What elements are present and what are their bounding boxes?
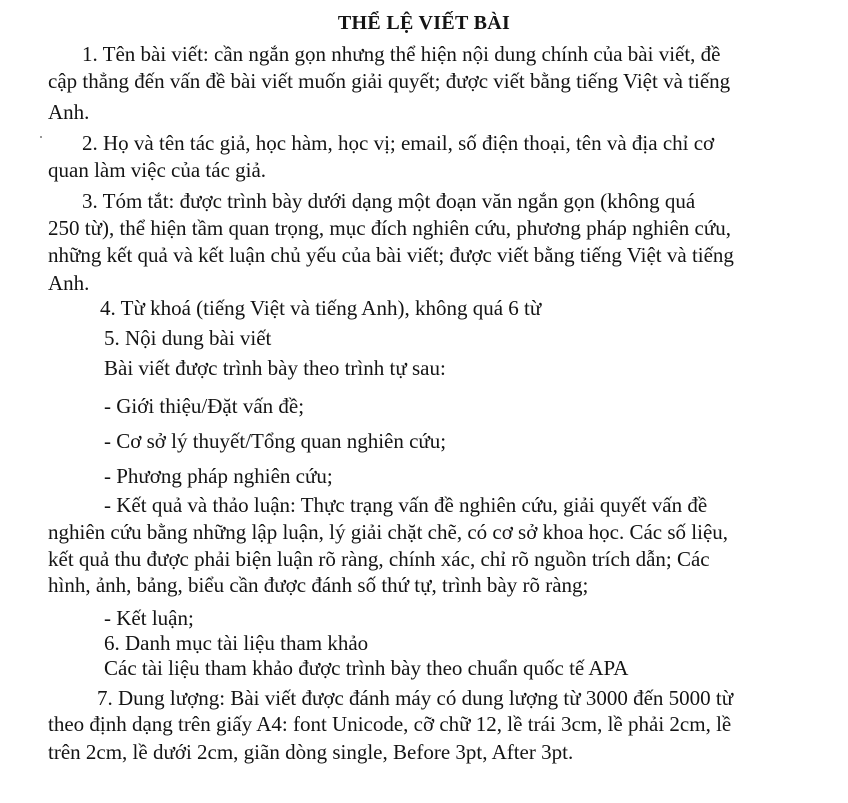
text-line: hình, ảnh, bảng, biểu cần được đánh số thứ tự, trình bày rõ ràng; xyxy=(48,573,589,597)
text-line: những kết quả và kết luận chủ yếu của bài viết; được viết bằng tiếng Việt và tiếng xyxy=(48,243,734,267)
document-title: THỂ LỆ VIẾT BÀI xyxy=(337,12,511,34)
text-line: - Cơ sở lý thuyết/Tổng quan nghiên cứu; xyxy=(104,429,447,453)
text-line: 3. Tóm tắt: được trình bày dưới dạng một đoạn văn ngắn gọn (không quá xyxy=(82,189,696,213)
text-line: 6. Danh mục tài liệu tham khảo xyxy=(104,631,369,655)
text-line: quan làm việc của tác giả. xyxy=(48,158,267,182)
text-line: Anh. xyxy=(48,100,90,124)
text-line: - Kết luận; xyxy=(104,606,194,630)
text-line: theo định dạng trên giấy A4: font Unicode, cỡ chữ 12, lề trái 3cm, lề phải 2cm, lề xyxy=(48,712,732,736)
text-line: Bài viết được trình bày theo trình tự sau: xyxy=(104,356,446,380)
text-line: kết quả thu được phải biện luận rõ ràng, chính xác, chỉ rõ nguồn trích dẫn; Các xyxy=(48,547,710,571)
scan-speck xyxy=(40,136,42,138)
text-line: - Kết quả và thảo luận: Thực trạng vấn đề nghiên cứu, giải quyết vấn đề xyxy=(104,493,708,517)
text-line: - Phương pháp nghiên cứu; xyxy=(104,464,333,488)
text-line: Các tài liệu tham khảo được trình bày theo chuẩn quốc tế APA xyxy=(104,656,629,680)
text-line: nghiên cứu bằng những lập luận, lý giải chặt chẽ, có cơ sở khoa học. Các số liệu, xyxy=(48,520,729,544)
text-line: 1. Tên bài viết: cần ngắn gọn nhưng thể hiện nội dung chính của bài viết, đề xyxy=(82,42,721,66)
text-line: 2. Họ và tên tác giả, học hàm, học vị; email, số điện thoại, tên và địa chỉ cơ xyxy=(82,131,715,155)
text-line: trên 2cm, lề dưới 2cm, giãn dòng single, Before 3pt, After 3pt. xyxy=(48,740,574,764)
text-line: 250 từ), thể hiện tầm quan trọng, mục đích nghiên cứu, phương pháp nghiên cứu, xyxy=(48,216,731,240)
text-line: - Giới thiệu/Đặt vấn đề; xyxy=(104,394,305,418)
text-line: 7. Dung lượng: Bài viết được đánh máy có dung lượng từ 3000 đến 5000 từ xyxy=(97,686,734,710)
text-line: 4. Từ khoá (tiếng Việt và tiếng Anh), không quá 6 từ xyxy=(100,296,542,320)
text-line: Anh. xyxy=(48,271,90,295)
text-line: 5. Nội dung bài viết xyxy=(104,326,272,350)
text-line: cập thẳng đến vấn đề bài viết muốn giải quyết; được viết bằng tiếng Việt và tiếng xyxy=(48,69,731,93)
